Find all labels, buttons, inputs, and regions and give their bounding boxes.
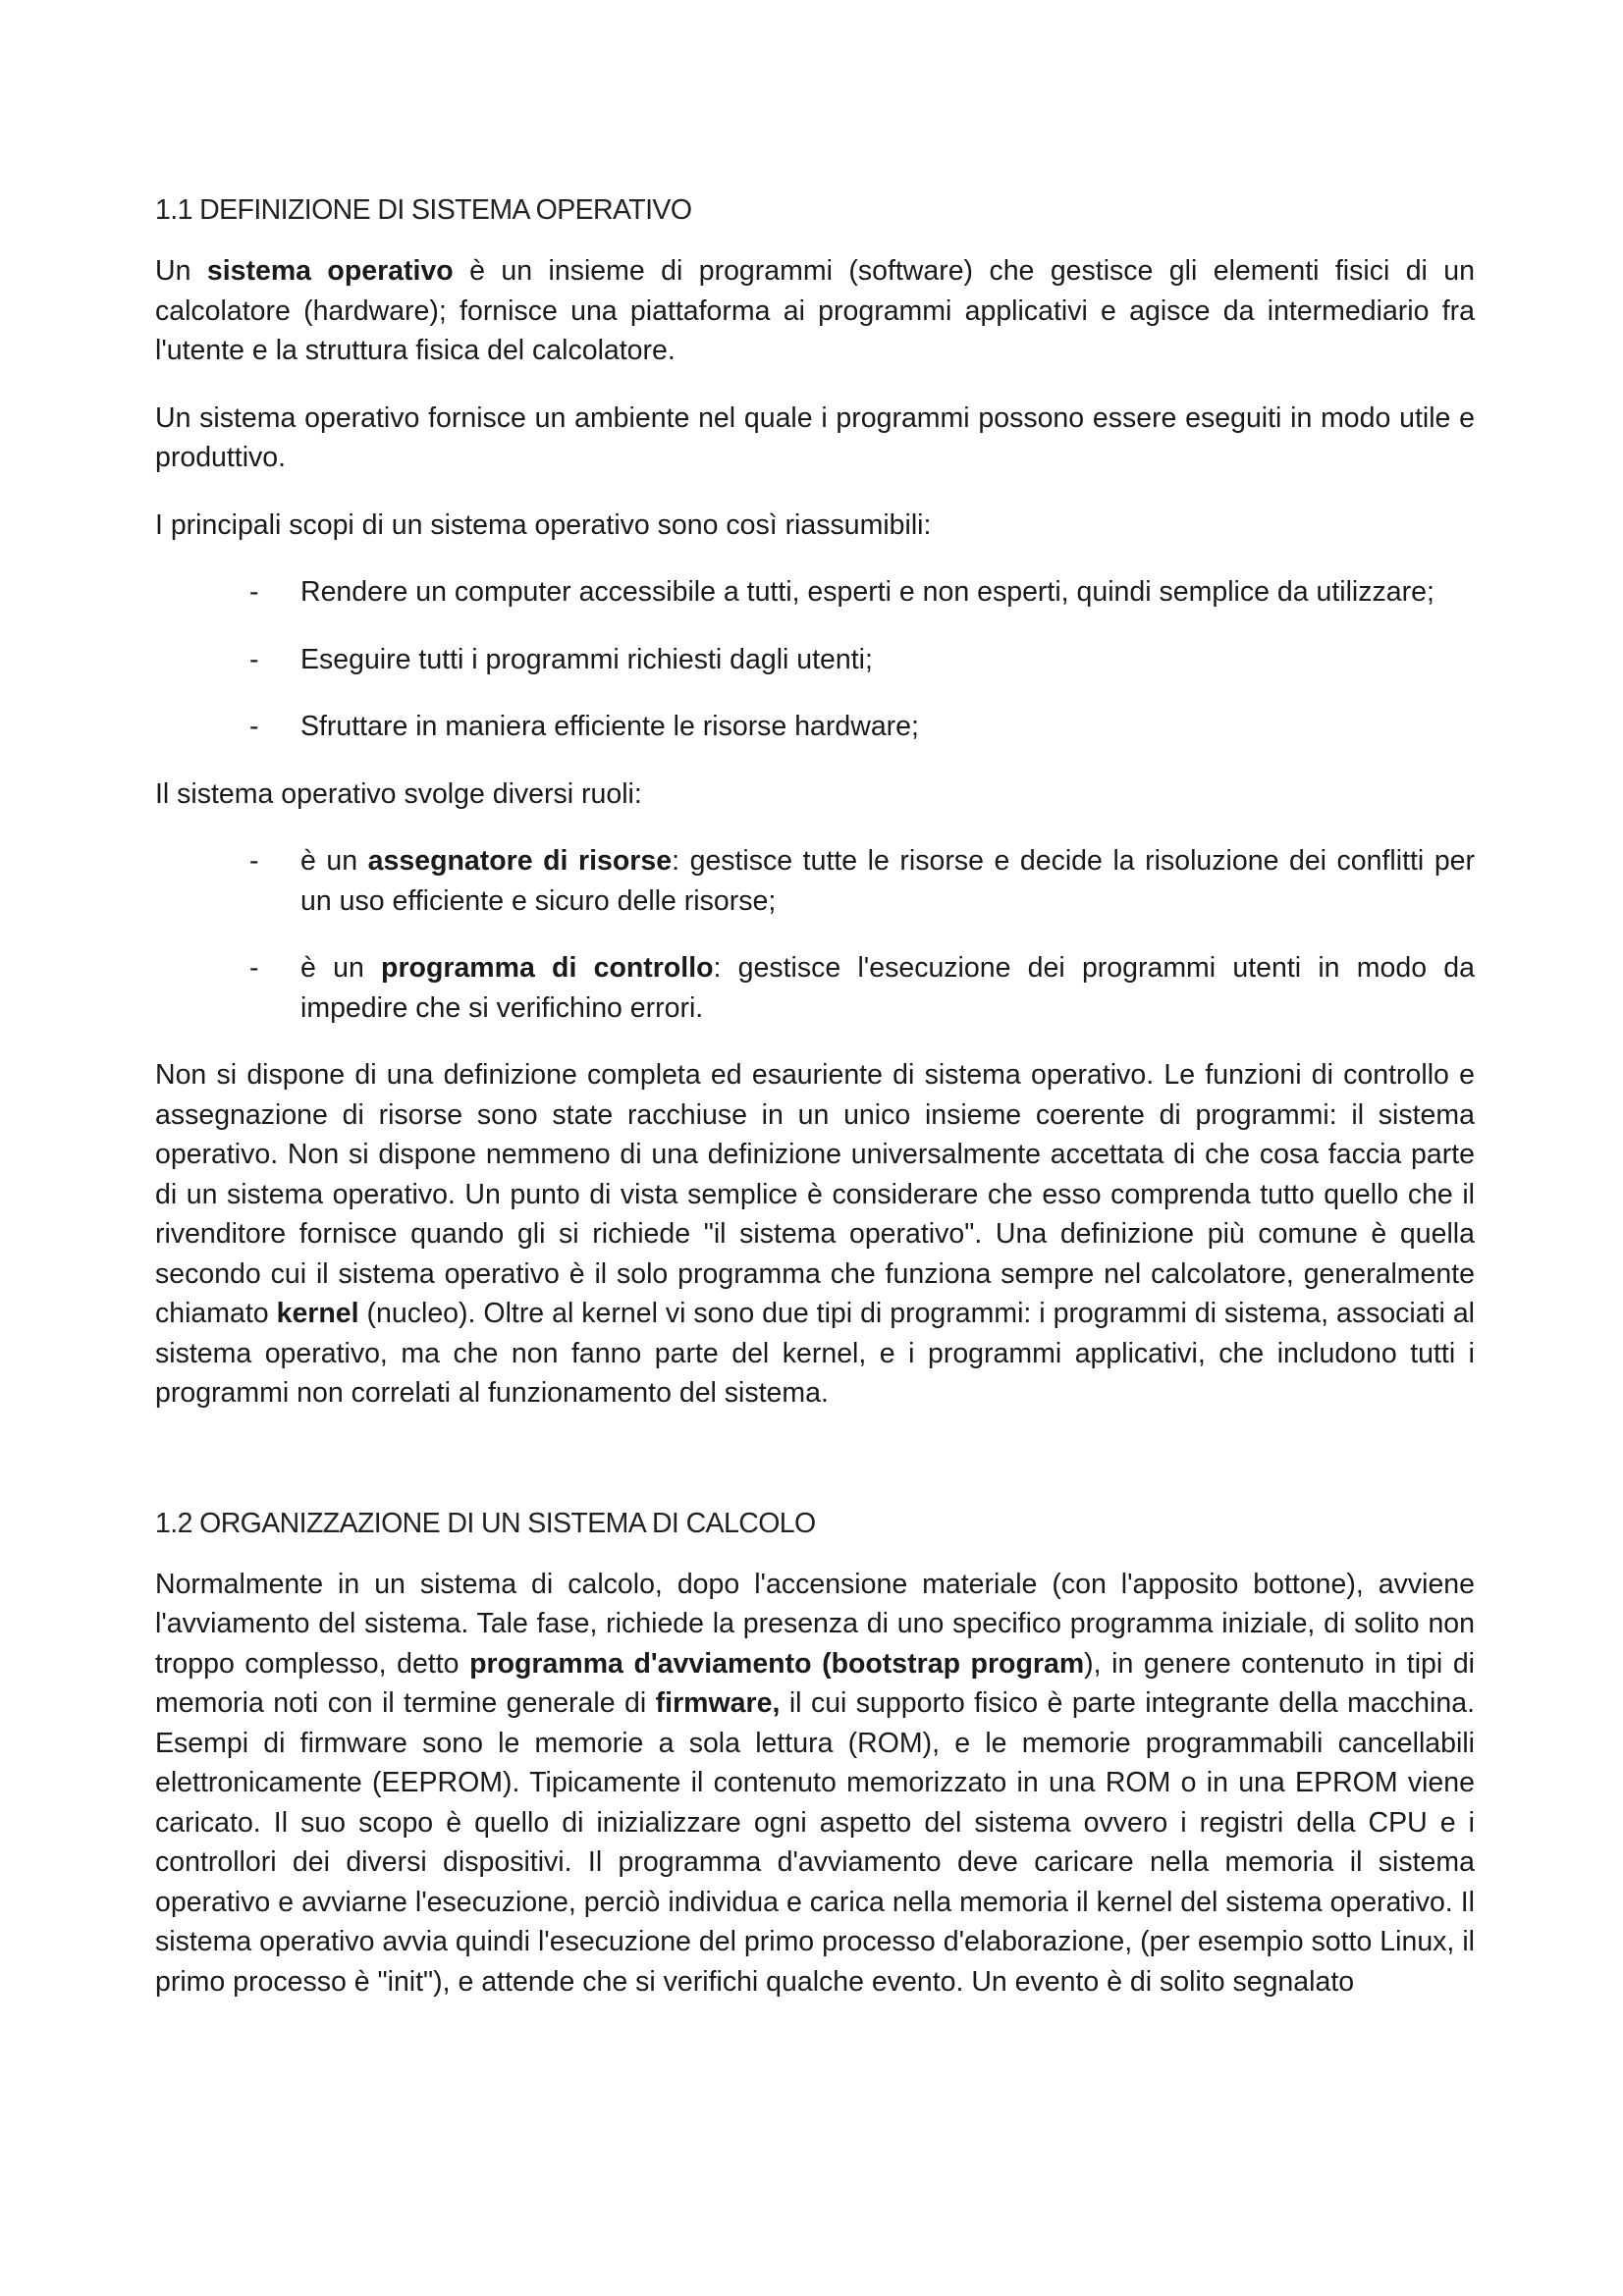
text-run: è un insieme di programmi (software) che gestisce gli elementi fisici di un calcolatore (hardware); fornisce una piattaforma ai programmi applicativi e agisce da intermediario fra l'utente e la struttura fisica del calcolatore. [155,255,1475,366]
paragraph-kernel [155,1055,1475,1414]
text-run: Normalmente in un sistema di calcolo, dopo l'accensione materiale (con l'apposito bottone), avviene l'avviamento del sistema. Tale fase, richiede la presenza di uno specifico programma iniziale, di solito non troppo complesso, detto [155,1568,1475,1680]
bold-term-bootstrap: programma d'avviamento (bootstrap program [469,1647,1085,1680]
list-item-text: Sfruttare in maniera efficiente le risorse hardware; [300,711,919,742]
dash-bullet: - [249,845,259,877]
paragraph-environment: Un sistema operativo fornisce un ambiente nel quale i programmi possono essere eseguiti in modo utile e produttivo. [155,401,1475,473]
roles-list [155,841,1475,1028]
goals-list [155,572,1475,747]
text-run: il cui supporto fisico è parte integrante della macchina. Esempi di firmware sono le memorie a sola lettura (ROM), e le memorie programmabili cancellabili elettronicamente (EEPROM). Tipicamente il contenuto memorizzato in una ROM o in una EPROM viene caricato. Il suo scopo è quello di inizializzare ogni aspetto del sistema ovvero i registri della CPU e i controllori dei diversi dispositivi. Il programma d'avviamento deve caricare nella memoria il sistema operativo e avviarne l'esecuzione, perciò individua e carica nella memoria il kernel del sistema operativo. Il sistema operativo avvia quindi l'esecuzione del primo processo d'elaborazione, (per esempio sotto Linux, il primo processo è "init"), e attende che si verifichi qualche evento. Un evento è di solito segnalato [155,1687,1475,1998]
paragraph-bootstrap [155,1565,1475,2002]
paragraph-roles-intro: Il sistema operativo svolge diversi ruoli: [155,777,642,810]
text-run: è un [300,845,368,877]
dash-bullet: - [249,952,259,984]
section-spacer [155,1441,1475,1504]
paragraph-definition [155,251,1475,371]
text-run: è un [300,952,382,984]
dash-bullet: - [249,643,259,675]
text-run: Un [155,255,207,287]
text-run: : gestisce tutte le risorse e decide la risoluzione dei conflitti per un uso efficiente e sicuro delle risorse; [300,845,1476,917]
list-item [155,948,1475,1028]
dash-bullet: - [249,711,259,742]
text-run: : gestisce l'esecuzione dei programmi utenti in modo da impedire che si verifichino errori. [300,952,1475,1024]
text-run: Non si dispone di una definizione completa ed esauriente di sistema operativo. Le funzioni di controllo e assegnazione di risorse sono state racchiuse in un unico insieme coerente di programmi: il sistema operativo. Non si dispone nemmeno di una definizione universalmente accettata di che cosa faccia parte di un sistema operativo. Un punto di vista semplice è considerare che esso comprenda tutto quello che il rivenditore fornisce quando gli si richiede "il sistema operativo". Una definizione più comune è quella secondo cui il sistema operativo è il solo programma che funziona sempre nel calcolatore, generalmente chiamato [155,1059,1475,1329]
list-item [155,640,1475,680]
text-run: (nucleo). Oltre al kernel vi sono due tipi di programmi: i programmi di sistema, associati al sistema operativo, ma che non fanno parte del kernel, e i programmi applicativi, che includono tutti i programmi non correlati al funzionamento del sistema. [155,1298,1476,1409]
list-item [155,707,1475,747]
list-item-text: Rendere un computer accessibile a tutti, esperti e non esperti, quindi semplice da utilizzare; [300,576,1434,608]
bold-term-programma-controllo: programma di controllo [381,952,714,984]
bold-term-firmware: firmware, [655,1687,781,1719]
list-item [155,572,1475,613]
document-page [155,190,1475,2029]
bold-term-kernel: kernel [276,1298,359,1329]
dash-bullet: - [249,576,259,608]
section-heading-1-2: 1.2 ORGANIZZAZIONE DI UN SISTEMA DI CALCOLO [155,1507,816,1539]
list-item-text: Eseguire tutti i programmi richiesti dagli utenti; [300,643,873,675]
bold-term-assegnatore: assegnatore di risorse [367,845,673,877]
bold-term-sistema-operativo: sistema operativo [206,255,454,287]
text-run: ), in genere contenuto in tipi di memoria noti con il termine generale di [155,1647,1475,1719]
list-item [155,841,1475,921]
section-heading-1-1: 1.1 DEFINIZIONE DI SISTEMA OPERATIVO [155,194,692,226]
paragraph-goals-intro: I principali scopi di un sistema operativo sono così riassumibili: [155,508,932,541]
